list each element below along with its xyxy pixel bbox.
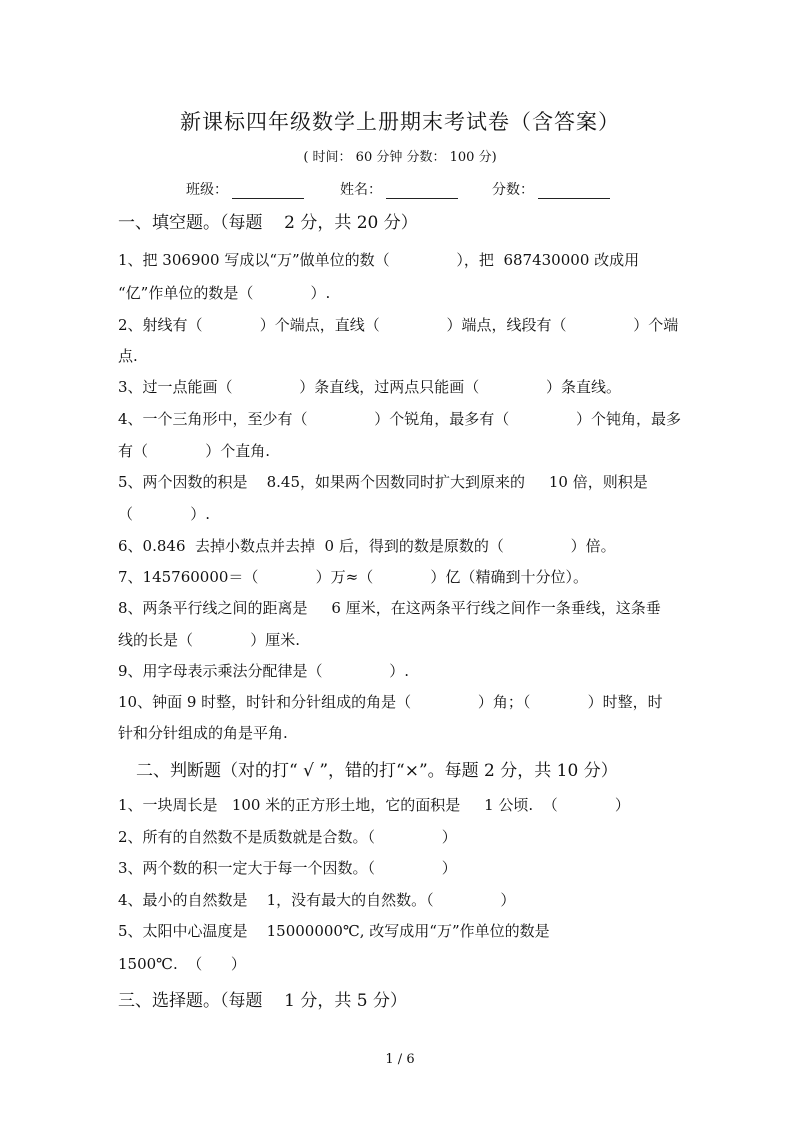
section2-heading: 二、判断题（对的打“ √ ”，错的打“×”。每题 2 分，共 10 分） [136,761,618,781]
class-blank [232,182,304,199]
question-line: “亿”作单位的数是（ ）. [118,284,331,302]
judgment-line: 3、两个数的积一定大于每一个因数。（ ） [118,859,457,877]
question-line: 1、把 306900 写成以“万”做单位的数（ ），把 687430000 改成用 [118,251,640,269]
name-field [340,179,458,199]
question-line: 有（ ）个直角. [118,442,270,460]
exam-meta: ( 时间： 60 分钟 分数： 100 分) [303,150,497,165]
class-label: 班级： [186,182,228,198]
question-line: 线的长是（ ）厘米. [118,631,300,649]
judgment-line: 1500℃. （ ） [118,955,246,973]
section1-heading: 一、填空题。（每题 2 分，共 20 分） [118,213,418,233]
class-field [186,179,304,199]
question-line: 针和分针组成的角是平角. [118,724,288,742]
score-field [492,179,610,199]
name-blank [386,182,458,199]
question-line: 6、0.846 去掉小数点并去掉 0 后，得到的数是原数的（ ）倍。 [118,537,616,555]
question-line: 9、用字母表示乘法分配律是（ ）. [118,662,410,680]
question-line: 4、一个三角形中，至少有（ ）个锐角，最多有（ ）个钝角，最多 [118,410,682,428]
question-line: 3、过一点能画（ ）条直线，过两点只能画（ ）条直线。 [118,378,622,396]
judgment-line: 5、太阳中心温度是 15000000℃, 改写成用“万”作单位的数是 [118,922,550,940]
score-label: 分数： [492,182,534,198]
judgment-line: 2、所有的自然数不是质数就是合数。（ ） [118,828,457,846]
question-line: 7、145760000＝（ ）万≈（ ）亿（精确到十分位）。 [118,568,588,586]
name-label: 姓名： [340,182,382,198]
question-line: 点. [118,347,138,365]
question-line: 10、钟面 9 时整，时针和分针组成的角是（ ）角；（ ）时整，时 [118,693,663,711]
page-number: 1 / 6 [385,1052,415,1067]
score-blank [538,182,610,199]
question-line: 2、射线有（ ）个端点，直线（ ）端点，线段有（ ）个端 [118,316,679,334]
section3-heading: 三、选择题。（每题 1 分，共 5 分） [118,991,407,1011]
question-line: （ ）. [118,505,210,523]
question-line: 8、两条平行线之间的距离是 6 厘米，在这两条平行线之间作一条垂线，这条垂 [118,599,661,617]
page-title: 新课标四年级数学上册期末考试卷（含答案） [180,110,620,134]
judgment-line: 1、一块周长是 100 米的正方形土地，它的面积是 1 公顷. （ ） [118,796,630,814]
question-line: 5、两个因数的积是 8.45，如果两个因数同时扩大到原来的 10 倍，则积是 [118,473,648,491]
judgment-line: 4、最小的自然数是 1，没有最大的自然数。（ ） [118,891,516,909]
